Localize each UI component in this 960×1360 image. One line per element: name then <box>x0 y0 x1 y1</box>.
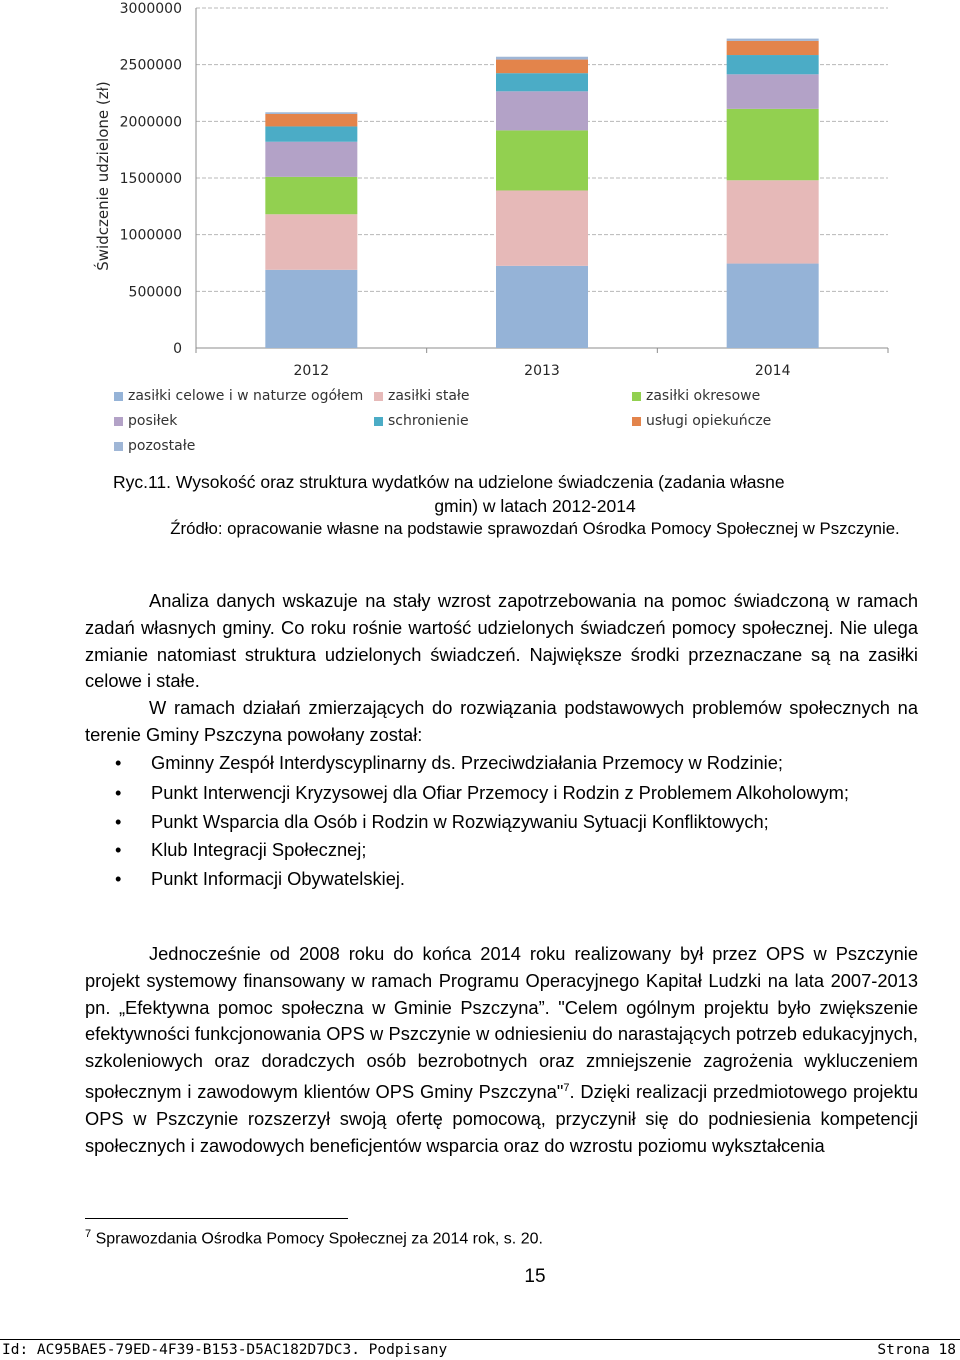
document-id: Id: AC95BAE5-79ED-4F39-B153-D5AC182D7DC3. Podpisany <box>2 1342 448 1358</box>
footnote <box>85 1228 543 1248</box>
figure-source: Źródło: opracowanie własne na podstawie sprawozdań Ośrodka Pomocy Społecznej w Pszczynie. <box>170 519 900 538</box>
list-item-text: Punkt Interwencji Kryzysowej dla Ofiar Przemocy i Rodzin z Problemem Alkoholowym; <box>151 781 849 803</box>
list-item <box>85 837 918 864</box>
footnote-number: 7 <box>85 1228 92 1240</box>
list-item <box>85 750 918 777</box>
bullet-icon: • <box>115 752 122 773</box>
legend-label: pozostałe <box>128 438 196 454</box>
x-tick-label: 2013 <box>524 363 560 379</box>
y-tick-label: 2000000 <box>119 114 182 131</box>
y-tick-label: 500000 <box>128 284 182 301</box>
bar-segment <box>496 190 588 265</box>
bar-segment <box>727 264 819 348</box>
bar-segment <box>265 177 357 214</box>
list-item <box>85 780 918 807</box>
legend-label: zasiłki stałe <box>388 388 470 404</box>
legend-swatch <box>374 392 383 401</box>
bar-segment <box>727 180 819 263</box>
list-item-text: Gminny Zespół Interdyscyplinarny ds. Przeciwdziałania Przemocy w Rodzinie; <box>151 752 783 773</box>
legend-swatch <box>114 417 123 426</box>
legend-swatch <box>114 442 123 451</box>
paragraph-analysis: Analiza danych wskazuje na stały wzrost zapotrzebowania na pomoc świadczoną w ramach zadań własnych gminy. Co roku rośnie wartość udzielonych świadczeń pomocy społecznej. Nie ulega zmianie natomiast struktura udzielonych świadczeń. Największe środki przeznaczane są na zasiłki celowe i stałe. <box>85 590 918 692</box>
legend-swatch <box>374 417 383 426</box>
signature-footer <box>0 1339 960 1360</box>
paragraph-project-part2: . Dzięki realizacji przedmiotowego projektu OPS w Pszczynie rozszerzył swoją ofertę pomocową, przyczynił się do podniesienia kompetencji społecznych i zawodowych beneficjentów wsparcia oraz do wzrostu poziomu wykształcenia <box>85 1081 918 1156</box>
x-tick-label: 2012 <box>293 363 330 379</box>
list-item-text: Klub Integracji Społecznej; <box>151 839 367 861</box>
legend-label: posiłek <box>128 413 178 429</box>
x-tick-label: 2014 <box>754 363 791 379</box>
paragraph-project-part1: Jednocześnie od 2008 roku do końca 2014 roku realizowany był przez OPS w Pszczynie projekt systemowy finansowany w ramach Programu Operacyjnego Kapitał Ludzki na lata 2007-2013 pn. „Efektywna pomoc społeczna w Gminie Pszczyna”. "Celem ogólnym projektu było zwiększenie efektywności funkcjonowania OPS w Pszczynie w odniesieniu do narastających potrzeb edukacyjnych, szkoleniowych oraz doradczych osób bezrobotnych oraz zmniejszenie zagrożenia wykluczeniem społecznym i zawodowym klientów OPS Gminy Pszczyna" <box>85 943 918 1103</box>
legend-label: usługi opiekuńcze <box>646 413 772 429</box>
y-tick-label: 1000000 <box>119 227 182 244</box>
bullet-icon: • <box>115 839 122 861</box>
bar-segment <box>496 130 588 190</box>
bars <box>265 39 818 348</box>
legend-item <box>374 413 469 429</box>
x-axis-ticks <box>294 363 791 379</box>
bullet-icon: • <box>115 868 122 890</box>
list-item <box>85 866 918 893</box>
legend-label: schronienie <box>388 413 469 429</box>
footnote-text: Sprawozdania Ośrodka Pomocy Społecznej za 2014 rok, s. 20. <box>95 1230 543 1248</box>
legend-item <box>632 413 771 429</box>
bar-segment <box>265 114 357 126</box>
bar-segment <box>496 73 588 91</box>
legend-item <box>632 388 760 404</box>
y-axis-label: Świdczenie udzielone (zł) <box>94 81 112 271</box>
bar-segment <box>265 142 357 177</box>
footnote-divider <box>85 1218 348 1219</box>
legend-item <box>114 413 177 429</box>
legend-label: zasiłki celowe i w naturze ogółem <box>128 388 364 404</box>
paragraph-actions: W ramach działań zmierzających do rozwiązania podstawowych problemów społecznych na terenie Gminy Pszczyna powołany został: <box>85 697 918 745</box>
bar-segment <box>265 270 357 348</box>
bar-segment <box>727 109 819 180</box>
bar-segment <box>727 39 819 41</box>
bar-segment <box>496 60 588 74</box>
list-item-text: Punkt Wsparcia dla Osób i Rodzin w Rozwiązywaniu Sytuacji Konfliktowych; <box>151 810 769 832</box>
list-item-text: Punkt Informacji Obywatelskiej. <box>151 868 406 890</box>
y-tick-label: 2500000 <box>119 57 182 74</box>
bar-segment <box>265 214 357 270</box>
bar-segment <box>265 112 357 114</box>
bar-segment <box>727 55 819 74</box>
y-tick-label: 3000000 <box>119 1 182 17</box>
paragraph-project <box>85 941 918 1159</box>
bar-segment <box>496 57 588 60</box>
legend-swatch <box>632 417 641 426</box>
bullet-icon: • <box>115 810 122 832</box>
footnote-reference: 7 <box>563 1081 570 1094</box>
legend-item <box>374 388 470 404</box>
bar-segment <box>727 74 819 109</box>
figure-caption-line2: gmin) w latach 2012-2014 <box>434 496 636 516</box>
institutions-list <box>85 750 918 893</box>
y-axis-ticks <box>120 1 182 357</box>
figure-caption-line1: Ryc.11. Wysokość oraz struktura wydatków na udzielone świadczenia (zadania własne <box>113 472 785 492</box>
list-item <box>85 809 918 836</box>
bar-segment <box>727 41 819 55</box>
legend-swatch <box>114 392 123 401</box>
bullet-icon: • <box>115 781 122 803</box>
page-number: 15 <box>524 1266 546 1287</box>
bar-segment <box>496 266 588 348</box>
y-tick-label: 0 <box>173 341 182 357</box>
y-tick-label: 1500000 <box>119 171 182 187</box>
page-indicator: Strona 18 <box>877 1342 956 1358</box>
legend-item <box>114 438 195 454</box>
legend-label: zasiłki okresowe <box>646 388 761 404</box>
legend-swatch <box>632 392 641 401</box>
bar-segment <box>496 91 588 130</box>
bar-segment <box>265 126 357 141</box>
legend-item <box>114 388 363 404</box>
